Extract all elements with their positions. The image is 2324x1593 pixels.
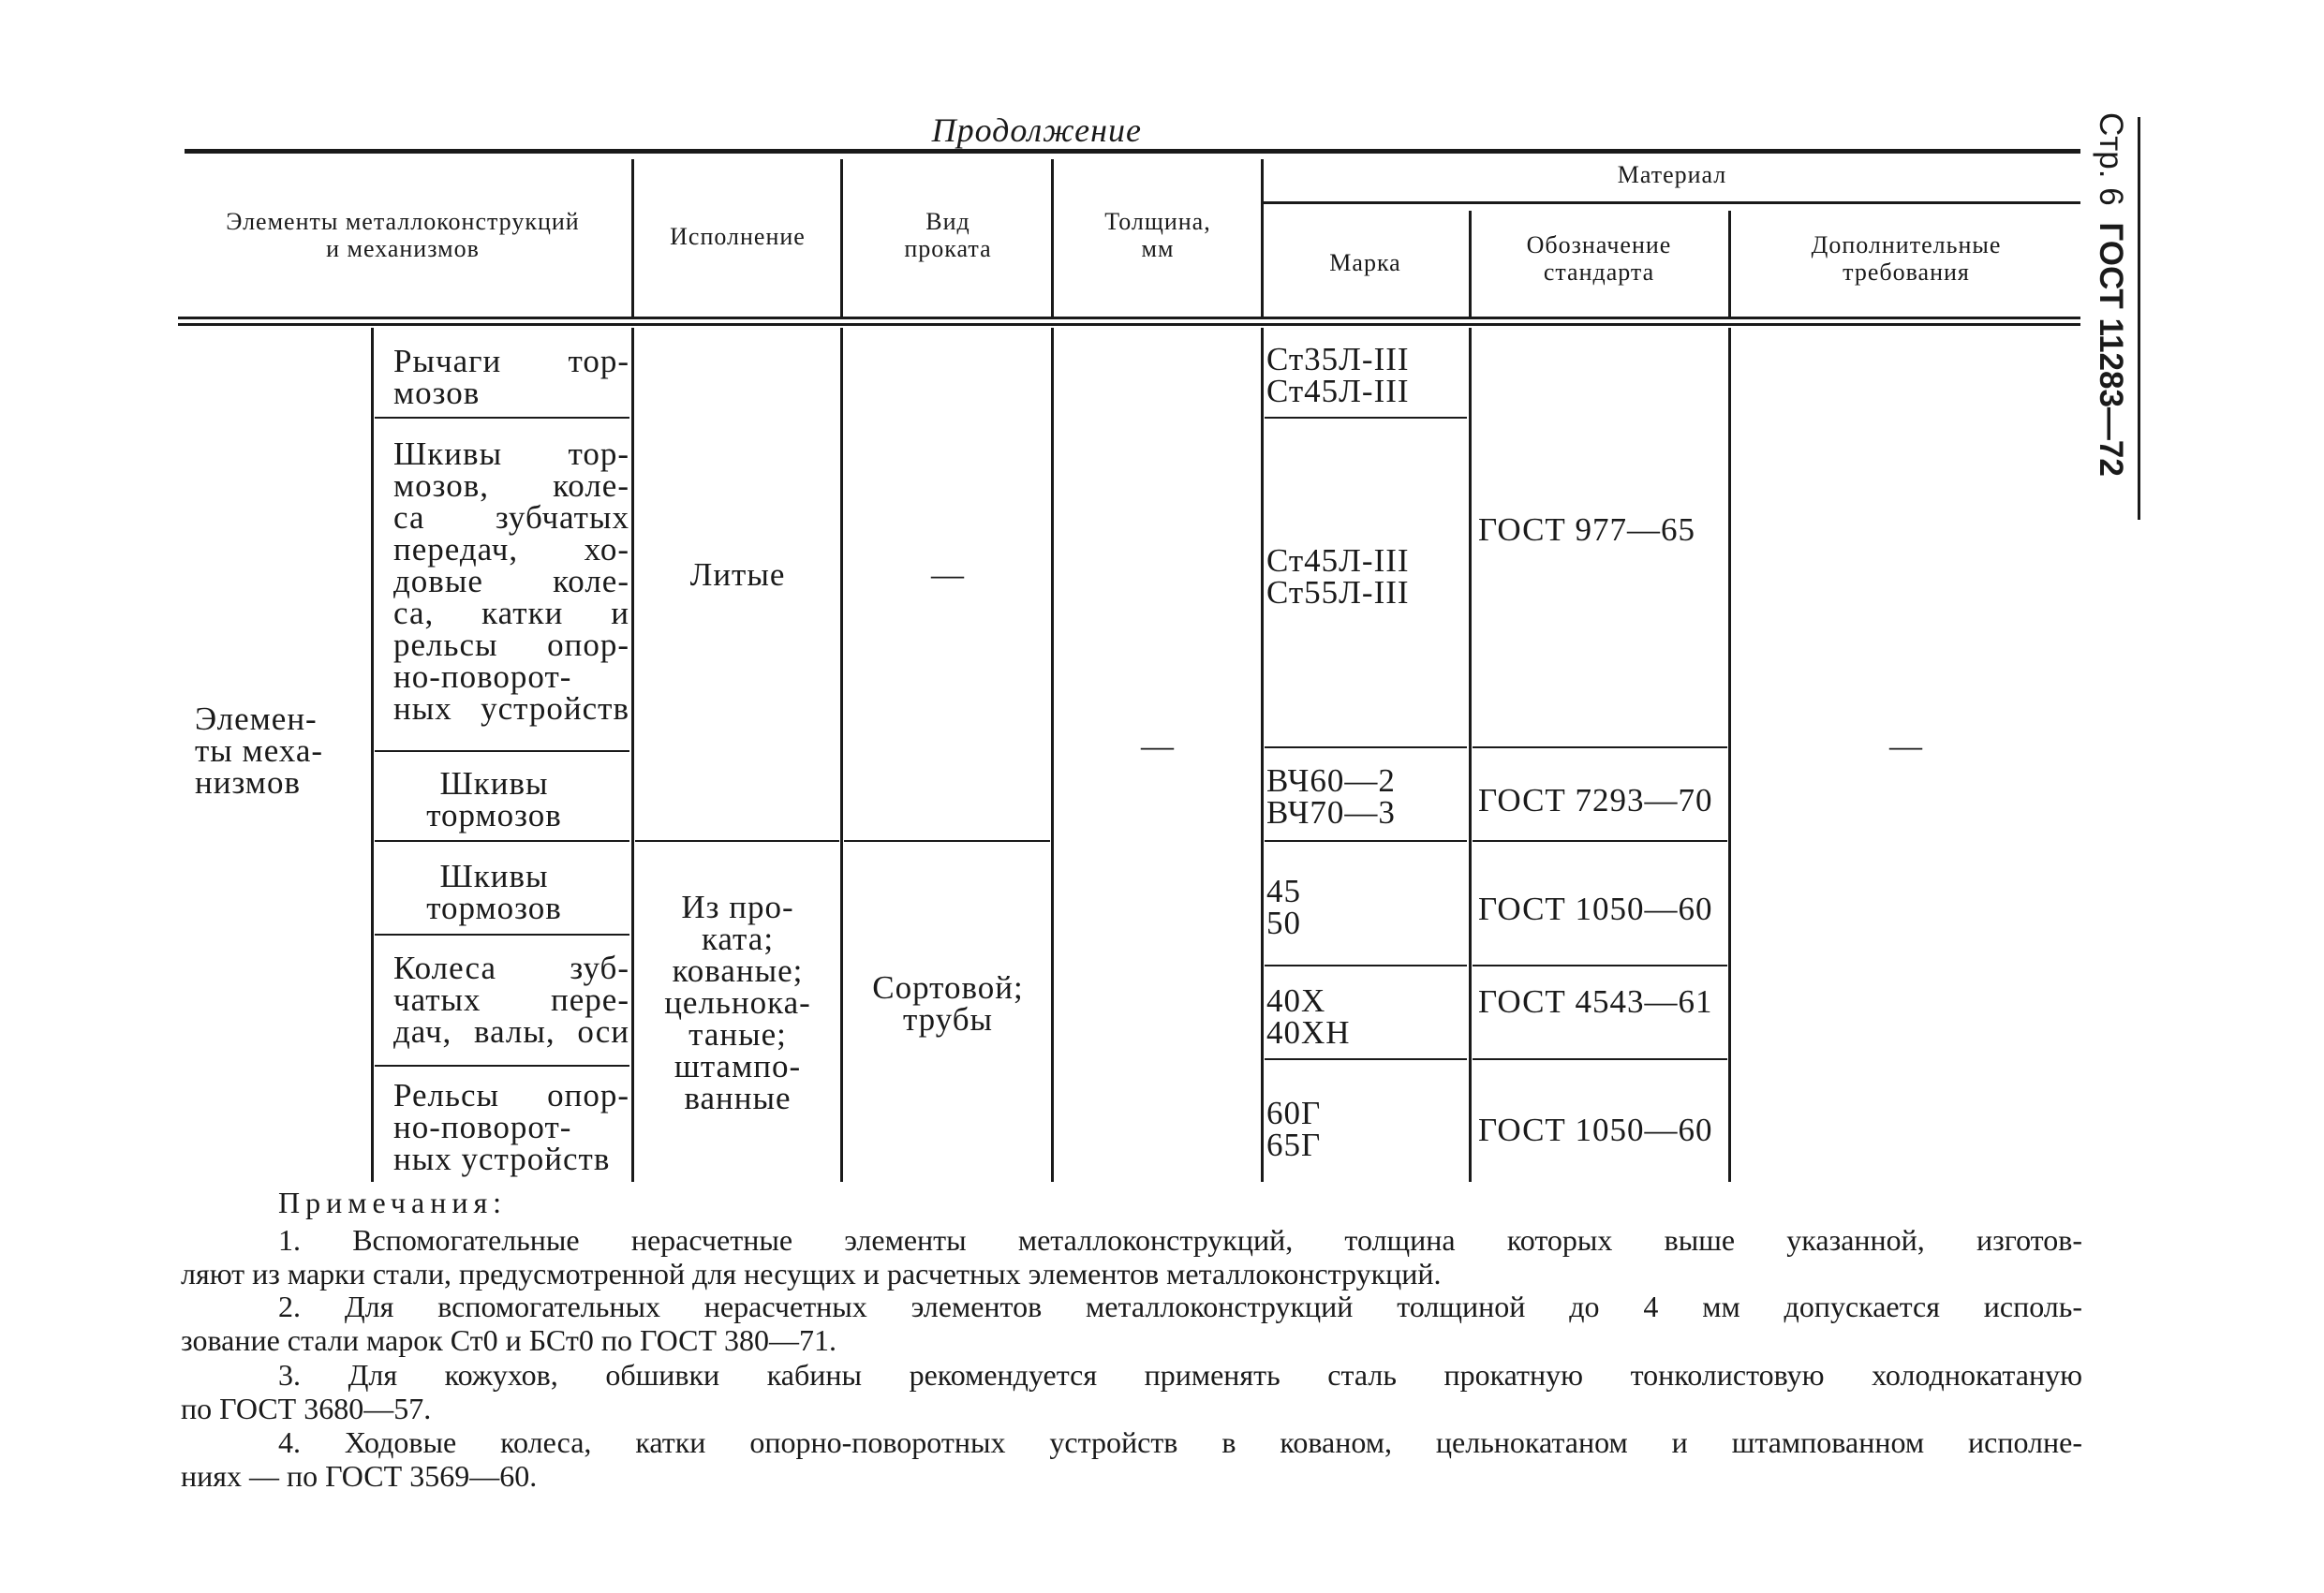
header-divider-6	[1728, 211, 1731, 317]
standard-5: ГОСТ 1050—60	[1478, 1112, 1713, 1148]
standard-designation: ГОСТ 11283—72	[2093, 222, 2129, 477]
body-divider-5	[1469, 328, 1472, 1182]
row-rule-std-3	[1473, 965, 1727, 966]
header-divider-2	[840, 159, 843, 317]
grade-6: 60Г 65Г	[1266, 1095, 1322, 1163]
header-rolled-type: Вид проката	[904, 208, 992, 262]
note-4: 4. Ходовые колеса, катки опорно-поворотных устройств в кованом, цельнокатаном и штампованном исполне- ниях — по ГОСТ 3569—60.	[181, 1425, 2082, 1493]
row-rule-grade-1	[1265, 417, 1467, 419]
grade-1: Ст35Л-III Ст45Л-III	[1266, 341, 1410, 409]
header-grade: Марка	[1329, 249, 1401, 276]
row-rule-sub-5	[375, 1065, 629, 1067]
row-rule-sub-1	[375, 417, 629, 419]
standard-3: ГОСТ 1050—60	[1478, 891, 1713, 927]
grade-5: 40Х 40ХН	[1266, 982, 1351, 1051]
continuation-label: Продолжение	[931, 111, 1142, 149]
additional-value: —	[1889, 728, 1923, 764]
standard-4: ГОСТ 4543—61	[1478, 983, 1713, 1020]
note-1: 1. Вспомогательные нерасчетные элементы металлоконструкций, толщина которых выше указанной, изготов- ляют из марки стали, предусмотренной для несущих и расчетных элементов металлоконструкций.	[181, 1223, 2082, 1291]
body-divider-6	[1728, 328, 1731, 1182]
header-standard: Обозначение стандарта	[1526, 231, 1672, 286]
body-divider-group	[371, 328, 374, 1182]
rolled-type-cast: —	[931, 556, 965, 593]
body-divider-4	[1261, 328, 1264, 1182]
grade-4: 45 50	[1266, 873, 1301, 941]
note-2: 2. Для вспомогательных нерасчетных элементов металлоконструкций толщиной до 4 мм допускается исполь- зование стали марок Ст0 и БСт0 по ГОСТ 380—71.	[181, 1290, 2082, 1357]
grade-2: Ст45Л-III Ст55Л-III	[1266, 542, 1410, 611]
table-top-rule	[185, 149, 2080, 154]
header-divider-3	[1051, 159, 1054, 317]
sub-element-5: Колеса зуб- чатых пере- дач, валы, оси	[393, 950, 629, 1050]
page-number: Стр. 6	[2093, 112, 2129, 206]
row-rule-rolled	[844, 840, 1050, 842]
header-additional: Дополнительные требования	[1811, 231, 2002, 286]
execution-cast: Литые	[689, 556, 786, 593]
notes-title: Примечания:	[278, 1186, 508, 1219]
row-rule-grade-2	[1265, 746, 1467, 748]
header-bottom-rule-1	[178, 317, 2080, 319]
sub-element-3: Шкивы тормозов	[426, 765, 562, 833]
group-label: Элемен- ты меха- низмов	[195, 701, 324, 801]
sub-element-1: Рычаги тор- мозов	[393, 343, 629, 411]
sub-element-6: Рельсы опор- но-поворот- ных устройств	[393, 1077, 629, 1177]
standard-1: ГОСТ 977—65	[1478, 511, 1696, 548]
sub-element-2: Шкивы тор- мозов, коле- са зубчатых передач, хо- довые коле- са, катки и рельсы опор- но-поворот- ных устройств	[393, 435, 629, 727]
header-divider-4	[1261, 159, 1264, 317]
header-thickness: Толщина, мм	[1104, 208, 1211, 262]
side-header	[2089, 112, 2132, 543]
row-rule-grade-5	[1265, 1058, 1467, 1060]
execution-rolled: Из про- ката; кованые; цельнока- таные; штампо- ванные	[664, 889, 811, 1116]
body-divider-3	[1051, 328, 1054, 1182]
sub-element-4: Шкивы тормозов	[426, 858, 562, 926]
body-divider-1	[631, 328, 634, 1182]
header-bottom-rule-2	[178, 323, 2080, 326]
row-rule-sub-2	[375, 750, 629, 752]
body-divider-2	[840, 328, 843, 1182]
row-rule-grade-4	[1265, 965, 1467, 966]
thickness-value: —	[1141, 728, 1175, 764]
row-rule-std-1	[1473, 746, 1727, 748]
row-rule-exec	[635, 840, 839, 842]
standard-2: ГОСТ 7293—70	[1478, 782, 1713, 819]
header-execution: Исполнение	[670, 223, 806, 250]
rolled-type-rolled: Сортовой; трубы	[872, 969, 1024, 1038]
row-rule-std-2	[1473, 840, 1727, 842]
header-elements: Элементы металлоконструкций и механизмов	[226, 208, 580, 262]
row-rule-sub-4	[375, 934, 629, 936]
header-material: Материал	[1617, 161, 1727, 188]
side-header-rule	[2138, 117, 2140, 520]
header-divider-5	[1469, 211, 1472, 317]
row-rule-std-4	[1473, 1058, 1727, 1060]
note-3: 3. Для кожухов, обшивки кабины рекомендуется применять сталь прокатную тонколистовую холоднокатаную по ГОСТ 3680—57.	[181, 1358, 2082, 1425]
material-underline	[1263, 201, 2080, 204]
row-rule-grade-3	[1265, 840, 1467, 842]
row-rule-sub-3	[375, 840, 629, 842]
header-divider-1	[631, 159, 634, 317]
grade-3: ВЧ60—2 ВЧ70—3	[1266, 762, 1396, 831]
